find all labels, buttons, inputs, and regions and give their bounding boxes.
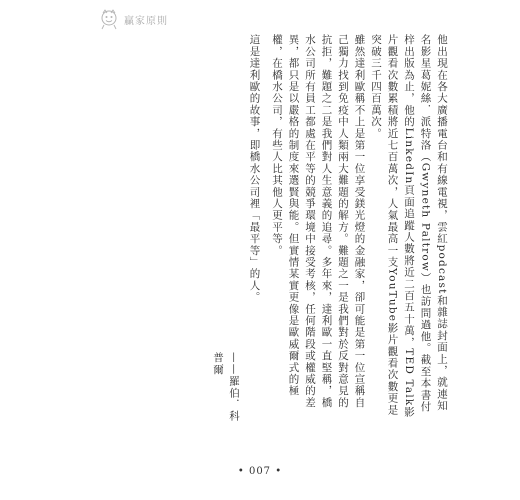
running-header: [98, 8, 168, 30]
book-title: 贏家原則: [124, 15, 168, 27]
paragraph: 他出現在各大廣播電台和有線電視，雲紅podcast和雜誌封面上，就連知名影星葛妮絲．派特洛（Gwyneth Paltrow）也訪問過他。截至本書付梓出版為止，他的LinkedIn頁面追蹤人數將近二百五十萬，TED Talk影片觀看次數累積將近七百萬次，人氣最高一支YouTube影片觀看次數更是突破三千四百萬次。: [370, 34, 448, 419]
author-signature: [210, 352, 242, 432]
cartoon-character-icon: [98, 8, 120, 30]
signature-name: 羅伯．科普爾: [212, 352, 240, 423]
signature-dash: ——: [228, 352, 240, 376]
vertical-body-text: [236, 34, 450, 419]
page-number: • 007 •: [237, 466, 283, 477]
paragraph: 這是達利歐的故事，即橋水公司裡「最平等」的人。: [248, 34, 261, 304]
paragraph: 雖然達利歐稱不上是第一位享受鎂光燈的金融家，卻可能是第一位宣稱自己獨力找到免疫中人類兩大難題的解方。難題之一是我們對於反對意見的抗拒，難題之二是我們對人生意義的追尋。多年來，達利歐一直堅稱，橋水公司所有員工都處在平等的競爭環境中接受考核，任何階段或權威的差異，都只是以嚴格的制度來選賢與能。但實情某實更像是歐威爾式的極權，在橋水公司，有些人比其他人更平等。: [271, 34, 366, 409]
